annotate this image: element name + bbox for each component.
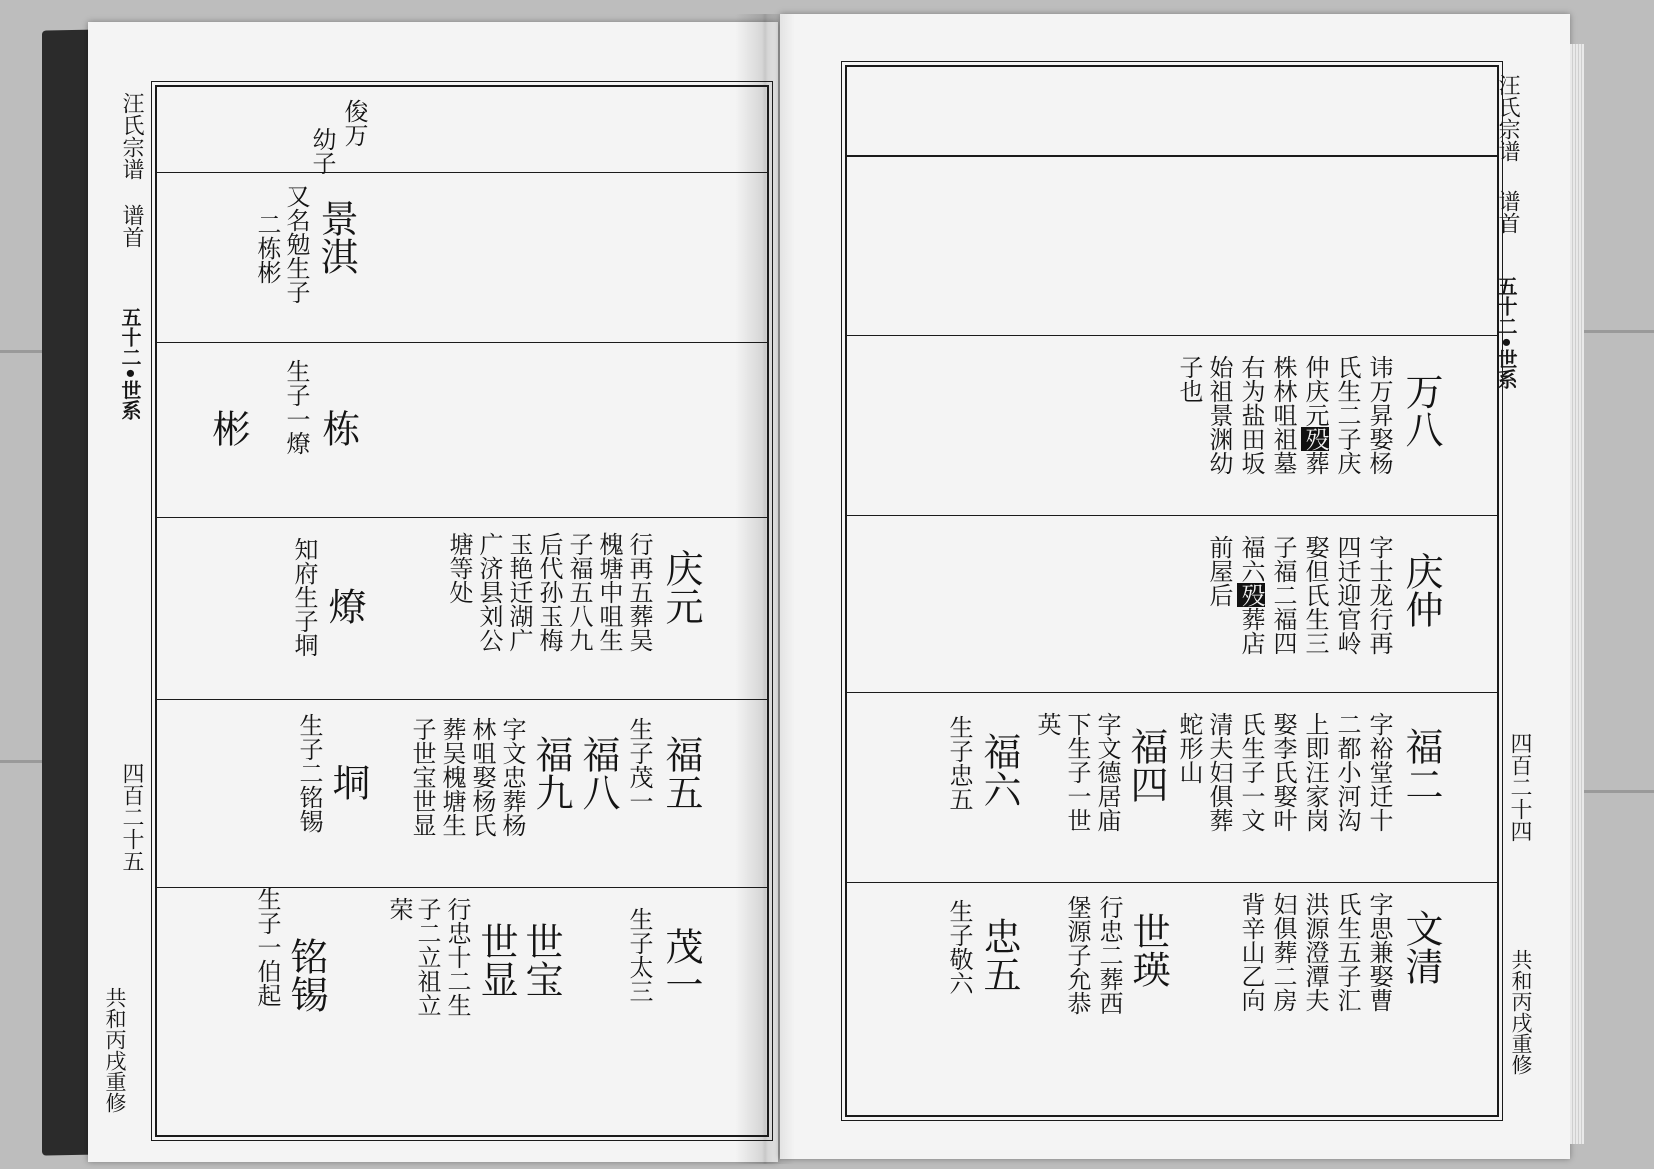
entry-text-column: 知府生子垌 (290, 537, 318, 657)
margin-book-title: 汪氏宗谱 (119, 92, 144, 180)
entry-text-column: 字裕堂迁十 (1365, 712, 1393, 832)
entry-text-column: 字思兼娶曹 (1365, 892, 1393, 1012)
entry-text-column: 槐塘中咀生 (595, 532, 623, 652)
row-divider (157, 517, 767, 518)
entry-text-column: 生子茂一 (625, 717, 653, 813)
margin-generation: 五十二•世系 (1494, 276, 1518, 389)
entry-text-column: 堡源子允恭 (1063, 895, 1091, 1015)
entry-text-column: 子二立祖立 (413, 897, 441, 1017)
person-name: 福六 (977, 732, 1021, 808)
person-name: 万八 (1399, 372, 1443, 448)
person-name: 景淇 (314, 199, 358, 275)
entry-text-column: 荣 (385, 897, 413, 921)
entry-text-column: 二栋彬 (253, 212, 281, 284)
entry-text-column: 生子忠五 (945, 715, 973, 811)
entry-text-column: 子也 (1175, 355, 1203, 403)
entry-text-column: 娶但氏生三 (1301, 535, 1329, 655)
entry-text-column: 仲庆元殁葬 (1301, 355, 1329, 475)
row-divider (157, 699, 767, 700)
row-divider (847, 335, 1497, 336)
entry-text-column: 氏生二子庆 (1333, 355, 1361, 475)
entry-text-column: 字文忠葬杨 (498, 717, 526, 837)
person-name: 栋 (316, 409, 360, 447)
person-name: 庆仲 (1399, 552, 1443, 628)
entry-text-column: 生子二铭锡 (295, 713, 323, 833)
entry-text-column: 俊万 (340, 99, 368, 147)
entry-text-column: 右为盐田坂 (1237, 355, 1265, 475)
margin-generation: 五十二•世系 (118, 307, 142, 420)
entry-text-column: 行忠十二生 (443, 897, 471, 1017)
highlighted-character: 殁 (1237, 583, 1265, 607)
entry-text-column: 四迁迎官岭 (1333, 535, 1361, 655)
entry-text-column: 后代孙玉梅 (535, 532, 563, 652)
entry-text-column: 蛇形山 (1175, 712, 1203, 784)
entry-text-column: 英 (1033, 712, 1061, 736)
entry-text-column: 林咀娶杨氏 (468, 717, 496, 837)
row-divider (157, 342, 767, 343)
entry-text-column: 洪源澄潭夫 (1301, 892, 1329, 1012)
entry-text-column: 讳万昇娶杨 (1365, 355, 1393, 475)
row-divider (847, 155, 1497, 157)
person-name: 世瑛 (1126, 912, 1170, 988)
person-name: 茂一 (659, 927, 703, 1003)
entry-text-column: 行忠二葬西 (1095, 895, 1123, 1015)
entry-text-column: 幼子 (308, 127, 336, 175)
margin-section: 谱首 (119, 204, 144, 248)
left-genealogy-table (155, 85, 769, 1137)
entry-text-column: 始祖景渊幼 (1205, 355, 1233, 475)
row-divider (157, 172, 767, 173)
person-name: 世显 (474, 922, 518, 998)
entry-text-column: 清夫妇俱葬 (1205, 712, 1233, 832)
entry-text-column: 玉艳迁湖广 (505, 532, 533, 652)
person-name: 彬 (206, 409, 250, 447)
person-name: 福五 (659, 735, 703, 811)
entry-text-column: 广济县刘公 (475, 532, 503, 652)
entry-text-column: 下生子一世 (1063, 712, 1091, 832)
entry-text-column: 葬吴槐塘生 (438, 717, 466, 837)
entry-text-column: 氏生五子汇 (1333, 892, 1361, 1012)
margin-edition: 共和丙戌重修 (103, 987, 127, 1113)
entry-text-column: 字文德居庙 (1093, 712, 1121, 832)
person-name: 文清 (1399, 909, 1443, 985)
entry-text-column: 氏生子一文 (1237, 712, 1265, 832)
floor-tile-seam (1575, 330, 1654, 333)
entry-text-column: 妇俱葬二房 (1269, 892, 1297, 1012)
person-name: 福四 (1124, 727, 1168, 803)
entry-text-column: 二都小河沟 (1333, 712, 1361, 832)
person-name: 世宝 (519, 922, 563, 998)
entry-text-column: 塘等处 (445, 532, 473, 604)
person-name: 福二 (1399, 727, 1443, 803)
entry-text-column: 生子一燎 (282, 359, 310, 455)
entry-text-column: 上即汪家岗 (1301, 712, 1329, 832)
margin-edition: 共和丙戌重修 (1509, 949, 1533, 1075)
person-name: 燎 (322, 587, 366, 625)
entry-text-column: 子世宝世显 (408, 717, 436, 837)
entry-text-column: 娶李氏娶叶 (1269, 712, 1297, 832)
margin-section: 谱首 (1495, 190, 1520, 234)
person-name: 忠五 (977, 917, 1021, 993)
person-name: 垌 (326, 763, 370, 801)
page-edges (1570, 44, 1584, 1144)
row-divider (847, 692, 1497, 693)
entry-text-column: 株林咀祖墓 (1269, 355, 1297, 475)
entry-text-column: 背辛山乙向 (1237, 892, 1265, 1012)
margin-book-title: 汪氏宗谱 (1495, 74, 1520, 162)
entry-text-column: 生子一伯起 (253, 887, 281, 1007)
entry-text-column: 福六殁葬店 (1237, 535, 1265, 655)
person-name: 庆元 (659, 549, 703, 625)
margin-page-number: 四百二十四 (1507, 732, 1532, 842)
row-divider (157, 887, 767, 888)
entry-text-column: 行再五葬吴 (625, 532, 653, 652)
entry-text-column: 生子敬六 (945, 899, 973, 995)
row-divider (847, 515, 1497, 516)
entry-text-column: 前屋后 (1205, 535, 1233, 607)
entry-text-column: 又名勉生子 (282, 184, 310, 304)
floor-tile-seam (1575, 790, 1654, 793)
entry-text-column: 生子太三 (625, 907, 653, 1003)
highlighted-character: 殁 (1301, 427, 1329, 451)
entry-text-column: 字士龙行再 (1365, 535, 1393, 655)
entry-text-column: 子福五八九 (565, 532, 593, 652)
margin-page-number: 四百二十五 (119, 762, 144, 872)
person-name: 福九 (529, 735, 573, 811)
right-genealogy-table (845, 65, 1499, 1117)
person-name: 福八 (576, 735, 620, 811)
entry-text-column: 子福二福四 (1269, 535, 1297, 655)
row-divider (847, 882, 1497, 883)
person-name: 铭锡 (284, 937, 328, 1013)
